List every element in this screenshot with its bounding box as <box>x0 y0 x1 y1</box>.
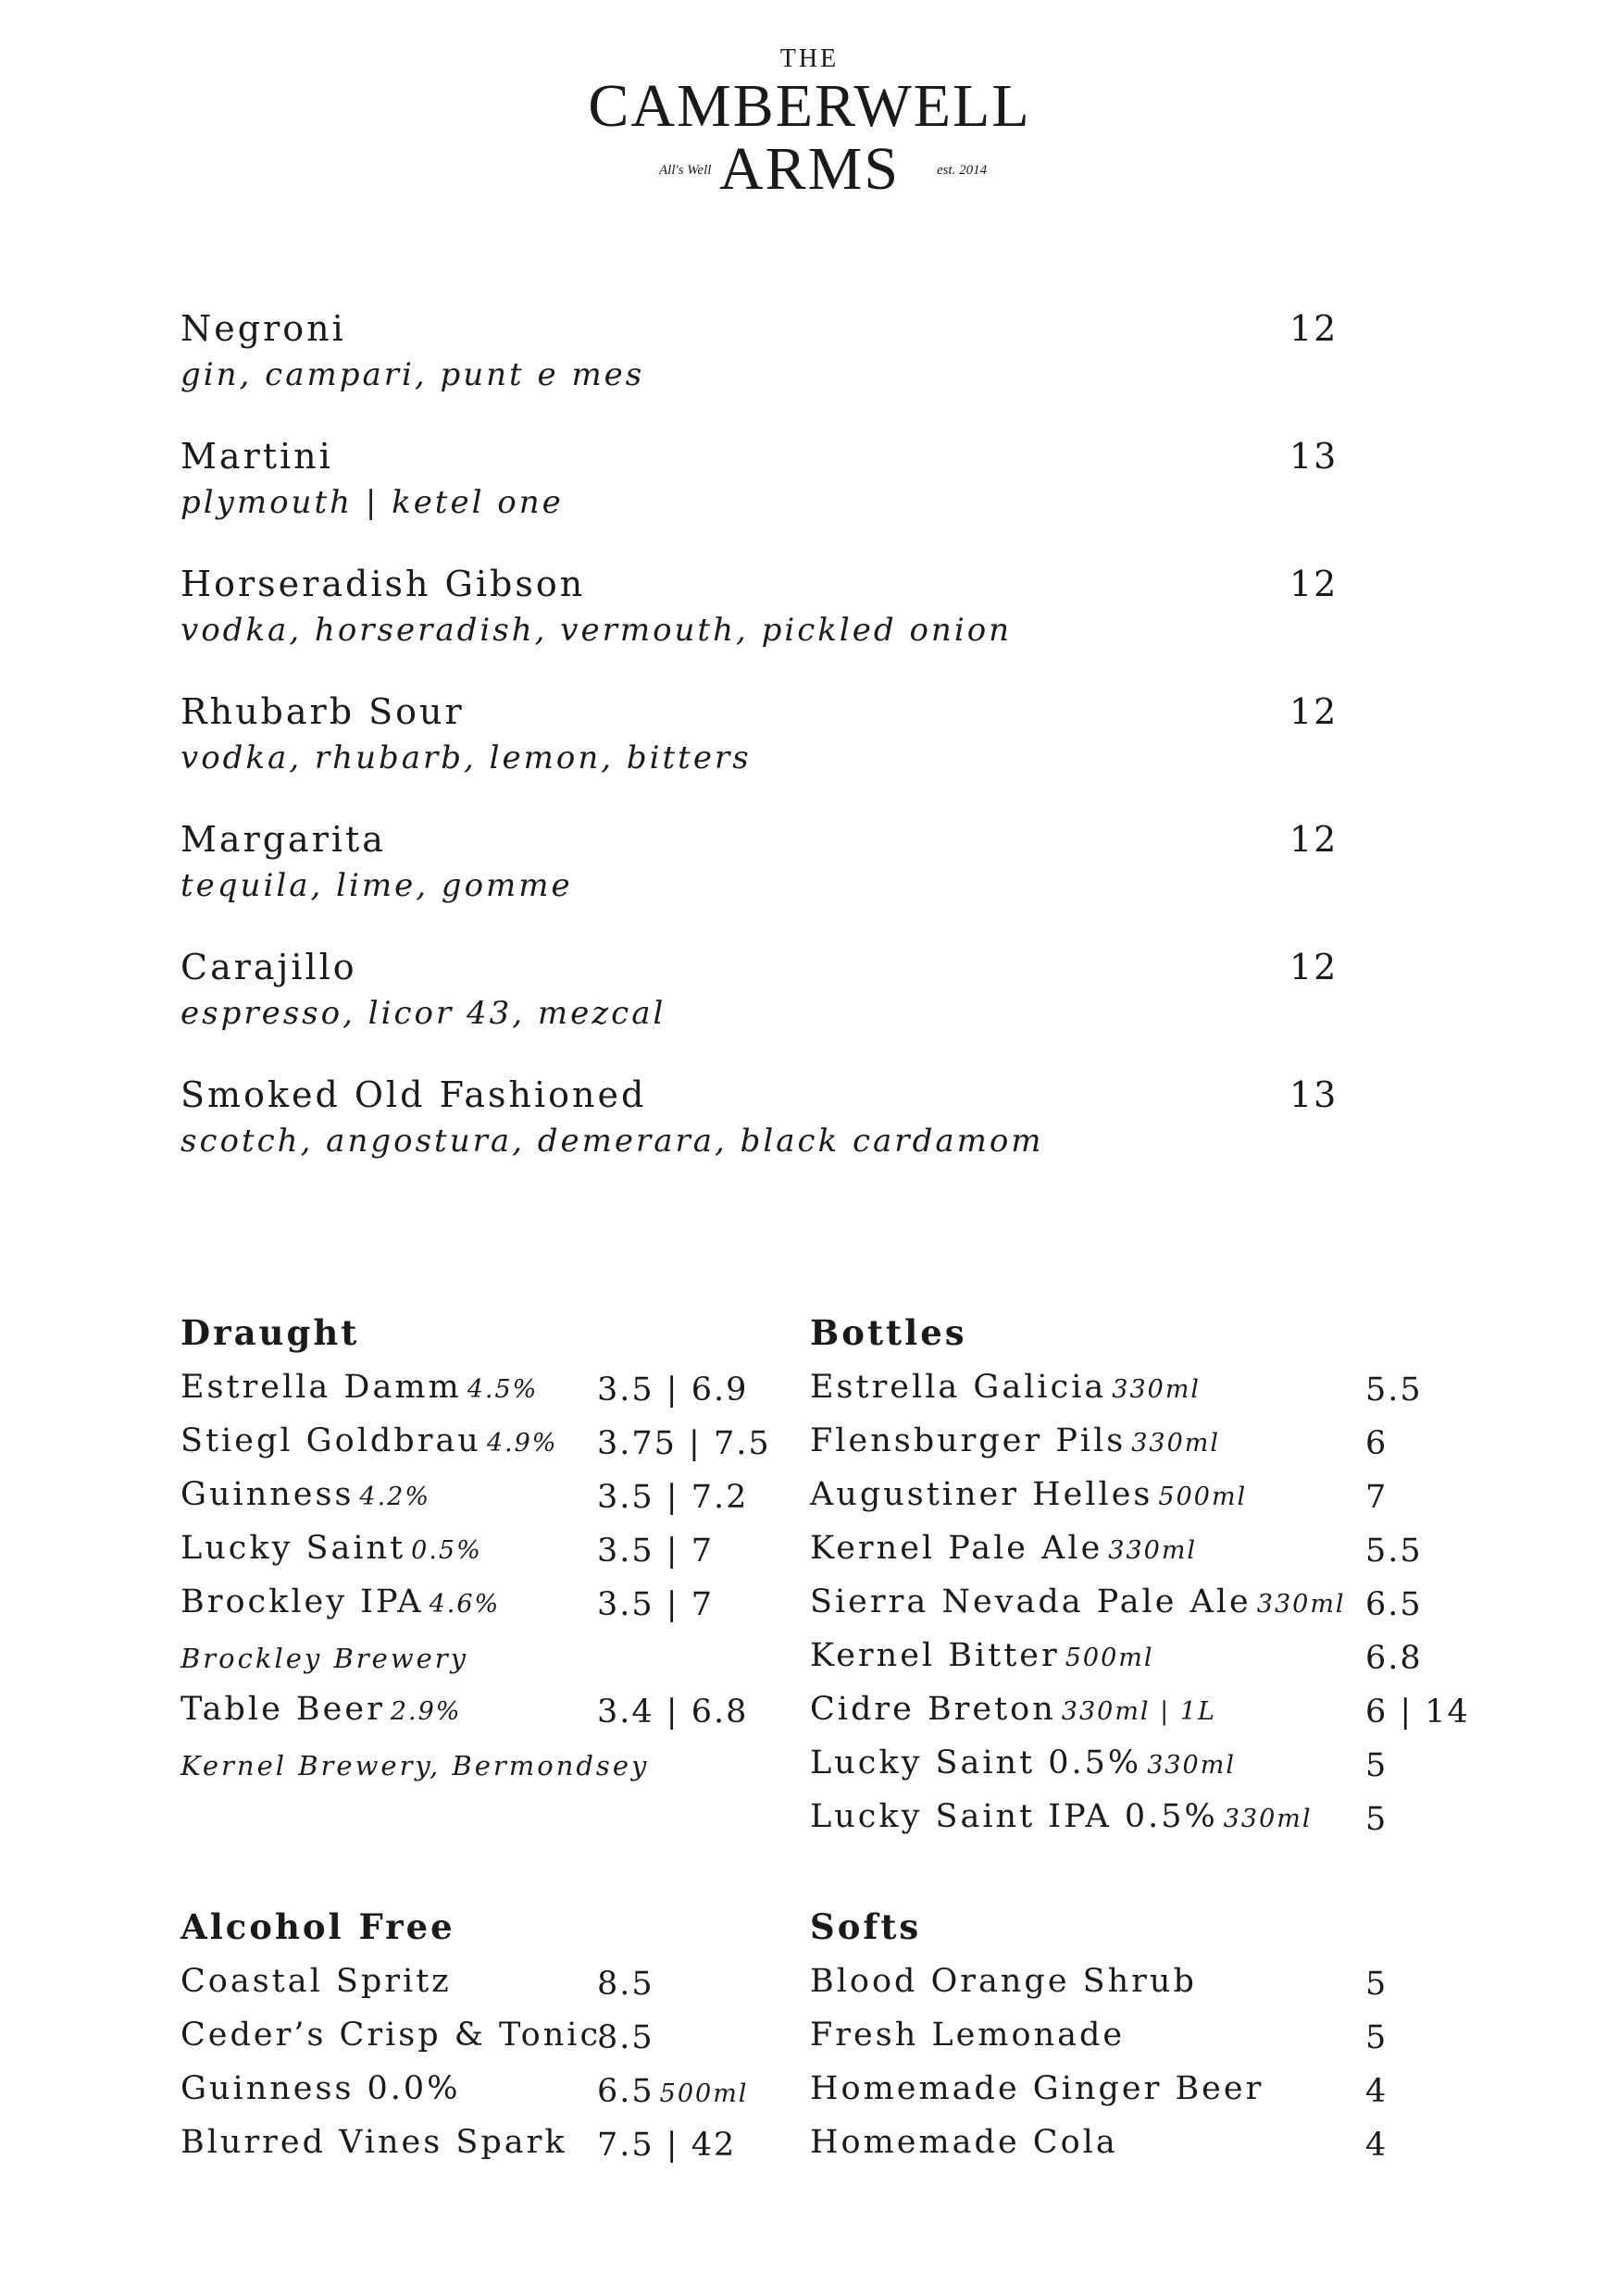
softs-name: Homemade Cola <box>810 2124 1118 2161</box>
section-title-alcohol-free: Alcohol Free <box>181 1906 455 1947</box>
alcohol-free-price: 8.5 <box>597 1966 654 2003</box>
alcohol-free-item <box>181 1963 452 2000</box>
draught-item <box>181 1476 431 1513</box>
bottle-price: 6.5 <box>1365 1586 1423 1623</box>
draught-price: 3.75 | 7.5 <box>597 1425 771 1462</box>
section-title-softs: Softs <box>810 1906 922 1947</box>
bottle-size: 330ml <box>1147 1751 1236 1780</box>
logo-tagline-left: All's Well <box>659 163 712 178</box>
alcohol-free-price <box>597 2073 748 2110</box>
cocktail-name: Carajillo <box>181 947 357 987</box>
alcohol-free-name: Coastal Spritz <box>181 1963 452 2000</box>
cocktail-price: 12 <box>1289 691 1339 732</box>
bottle-price: 7 <box>1365 1479 1389 1516</box>
softs-item <box>810 2019 1125 2052</box>
draught-item <box>181 1371 538 1404</box>
bottle-size: 330ml <box>1223 1805 1313 1833</box>
draught-item <box>181 1530 482 1567</box>
bottle-name: Sierra Nevada Pale Ale <box>810 1583 1252 1620</box>
draught-name: Guinness <box>181 1476 355 1513</box>
cocktail-item <box>181 691 1339 776</box>
bottle-size: 330ml | 1L <box>1061 1697 1216 1726</box>
bottle-price: 6 | 14 <box>1365 1694 1470 1731</box>
cocktail-description: vodka, rhubarb, lemon, bitters <box>181 739 752 776</box>
logo-name-line2: ARMS <box>718 135 901 203</box>
bottle-size: 330ml <box>1256 1590 1346 1619</box>
draught-name: Estrella Damm <box>181 1369 462 1406</box>
cocktail-item <box>181 819 1339 904</box>
bottle-name: Estrella Galicia <box>810 1369 1107 1406</box>
draught-brewery-note: Kernel Brewery, Bermondsey <box>181 1750 650 1781</box>
bottle-size: 330ml <box>1108 1536 1198 1565</box>
alcohol-free-size: 500ml <box>659 2079 749 2108</box>
logo-tagline-right: est. 2014 <box>937 163 988 178</box>
draught-name: Brockley IPA <box>181 1583 424 1620</box>
alcohol-free-item <box>181 2124 567 2161</box>
cocktail-description: vodka, horseradish, vermouth, pickled onion <box>181 612 1013 649</box>
logo <box>0 0 1619 213</box>
draught-item <box>181 1422 558 1459</box>
draught-item <box>181 1583 501 1620</box>
cocktail-price: 12 <box>1289 308 1339 349</box>
cocktail-description: tequila, lime, gomme <box>181 867 573 904</box>
bottle-size: 500ml <box>1065 1644 1154 1672</box>
bottle-name: Cidre Breton <box>810 1691 1056 1728</box>
softs-name: Fresh Lemonade <box>810 2017 1126 2054</box>
bottle-name: Augustiner Helles <box>810 1476 1153 1513</box>
cocktail-description: espresso, licor 43, mezcal <box>181 995 666 1032</box>
softs-name: Homemade Ginger Beer <box>810 2070 1264 2107</box>
draught-name: Lucky Saint <box>181 1530 406 1567</box>
bottle-item <box>810 1691 1216 1728</box>
cocktail-name: Rhubarb Sour <box>181 691 465 732</box>
cocktail-item <box>181 436 1339 521</box>
cocktail-description: gin, campari, punt e mes <box>181 356 645 393</box>
cocktail-description: scotch, angostura, demerara, black cardamom <box>181 1123 1044 1160</box>
bottle-name: Flensburger Pils <box>810 1422 1127 1459</box>
softs-section <box>810 1906 1476 2178</box>
draught-price: 3.5 | 7 <box>597 1586 714 1623</box>
bottle-name: Lucky Saint 0.5% <box>810 1744 1142 1781</box>
draught-price: 3.5 | 7.2 <box>597 1479 749 1516</box>
softs-price: 5 <box>1365 2019 1389 2056</box>
section-title-draught: Draught <box>181 1312 360 1353</box>
bottle-price: 5 <box>1365 1747 1389 1784</box>
bottle-price: 6.8 <box>1365 1640 1423 1677</box>
cocktail-price: 12 <box>1289 819 1339 860</box>
draught-abv: 4.9% <box>486 1429 558 1458</box>
bottles-section <box>810 1312 1476 1853</box>
bottle-price: 5.5 <box>1365 1371 1423 1409</box>
bottle-item <box>810 1798 1313 1835</box>
cocktail-item <box>181 1074 1339 1160</box>
softs-price: 4 <box>1365 2073 1389 2110</box>
bottle-item <box>810 1422 1221 1459</box>
alcohol-free-item <box>181 2070 461 2107</box>
cocktail-price: 12 <box>1289 564 1339 604</box>
cocktail-name: Horseradish Gibson <box>181 564 586 604</box>
cocktail-price: 13 <box>1289 1074 1339 1115</box>
softs-price: 5 <box>1365 1966 1389 2003</box>
bottle-size: 330ml <box>1112 1375 1202 1404</box>
bottle-price: 5.5 <box>1365 1533 1423 1570</box>
bottle-size: 500ml <box>1158 1483 1248 1511</box>
draught-price: 3.5 | 7 <box>597 1533 714 1570</box>
draught-abv: 4.2% <box>359 1483 431 1511</box>
alcohol-free-name: Guinness 0.0% <box>181 2070 461 2107</box>
section-title-bottles: Bottles <box>810 1312 967 1353</box>
logo-the: THE <box>779 44 840 73</box>
cocktail-item <box>181 308 1339 393</box>
softs-item <box>810 1963 1197 2000</box>
draught-abv: 4.6% <box>429 1590 501 1619</box>
draught-price: 3.4 | 6.8 <box>597 1694 749 1731</box>
softs-item <box>810 2070 1264 2107</box>
cocktail-description: plymouth | ketel one <box>181 484 564 521</box>
bottle-item <box>810 1530 1198 1567</box>
draught-abv: 2.9% <box>390 1697 462 1726</box>
logo-name-line1: CAMBERWELL <box>588 72 1031 140</box>
draught-section <box>181 1312 773 1797</box>
softs-name: Blood Orange Shrub <box>810 1963 1197 2000</box>
draught-item <box>181 1691 462 1728</box>
draught-abv: 0.5% <box>411 1536 482 1565</box>
cocktail-name: Smoked Old Fashioned <box>181 1074 647 1115</box>
bottle-item <box>810 1371 1201 1404</box>
cocktail-price: 13 <box>1289 436 1339 477</box>
alcohol-free-name: Blurred Vines Spark <box>181 2124 567 2161</box>
alcohol-free-price-value: 6.5 <box>597 2073 654 2110</box>
draught-name: Stiegl Goldbrau <box>181 1422 481 1459</box>
cocktail-item <box>181 947 1339 1032</box>
alcohol-free-price: 7.5 | 42 <box>597 2127 737 2164</box>
alcohol-free-section <box>181 1906 773 2178</box>
draught-price: 3.5 | 6.9 <box>597 1371 749 1409</box>
cocktail-name: Negroni <box>181 308 346 349</box>
bottle-size: 330ml <box>1131 1429 1221 1458</box>
bottle-price: 5 <box>1365 1801 1389 1838</box>
bottle-item <box>810 1476 1248 1513</box>
cocktail-name: Martini <box>181 436 333 477</box>
draught-brewery-note: Brockley Brewery <box>181 1643 469 1674</box>
bottle-item <box>810 1744 1236 1781</box>
alcohol-free-price: 8.5 <box>597 2019 654 2056</box>
bottle-item <box>810 1583 1346 1620</box>
draught-name: Table Beer <box>181 1691 385 1728</box>
cocktail-item <box>181 564 1339 649</box>
bottle-name: Kernel Bitter <box>810 1637 1060 1674</box>
alcohol-free-item <box>181 2019 601 2052</box>
bottle-item <box>810 1637 1154 1674</box>
bottle-name: Lucky Saint IPA 0.5% <box>810 1798 1218 1835</box>
cocktail-price: 12 <box>1289 947 1339 987</box>
draught-abv: 4.5% <box>467 1375 539 1404</box>
bottle-name: Kernel Pale Ale <box>810 1530 1103 1567</box>
bottle-price: 6 <box>1365 1425 1389 1462</box>
alcohol-free-name: Ceder’s Crisp & Tonic <box>181 2017 602 2054</box>
softs-item <box>810 2124 1118 2161</box>
cocktail-name: Margarita <box>181 819 386 860</box>
softs-price: 4 <box>1365 2127 1389 2164</box>
